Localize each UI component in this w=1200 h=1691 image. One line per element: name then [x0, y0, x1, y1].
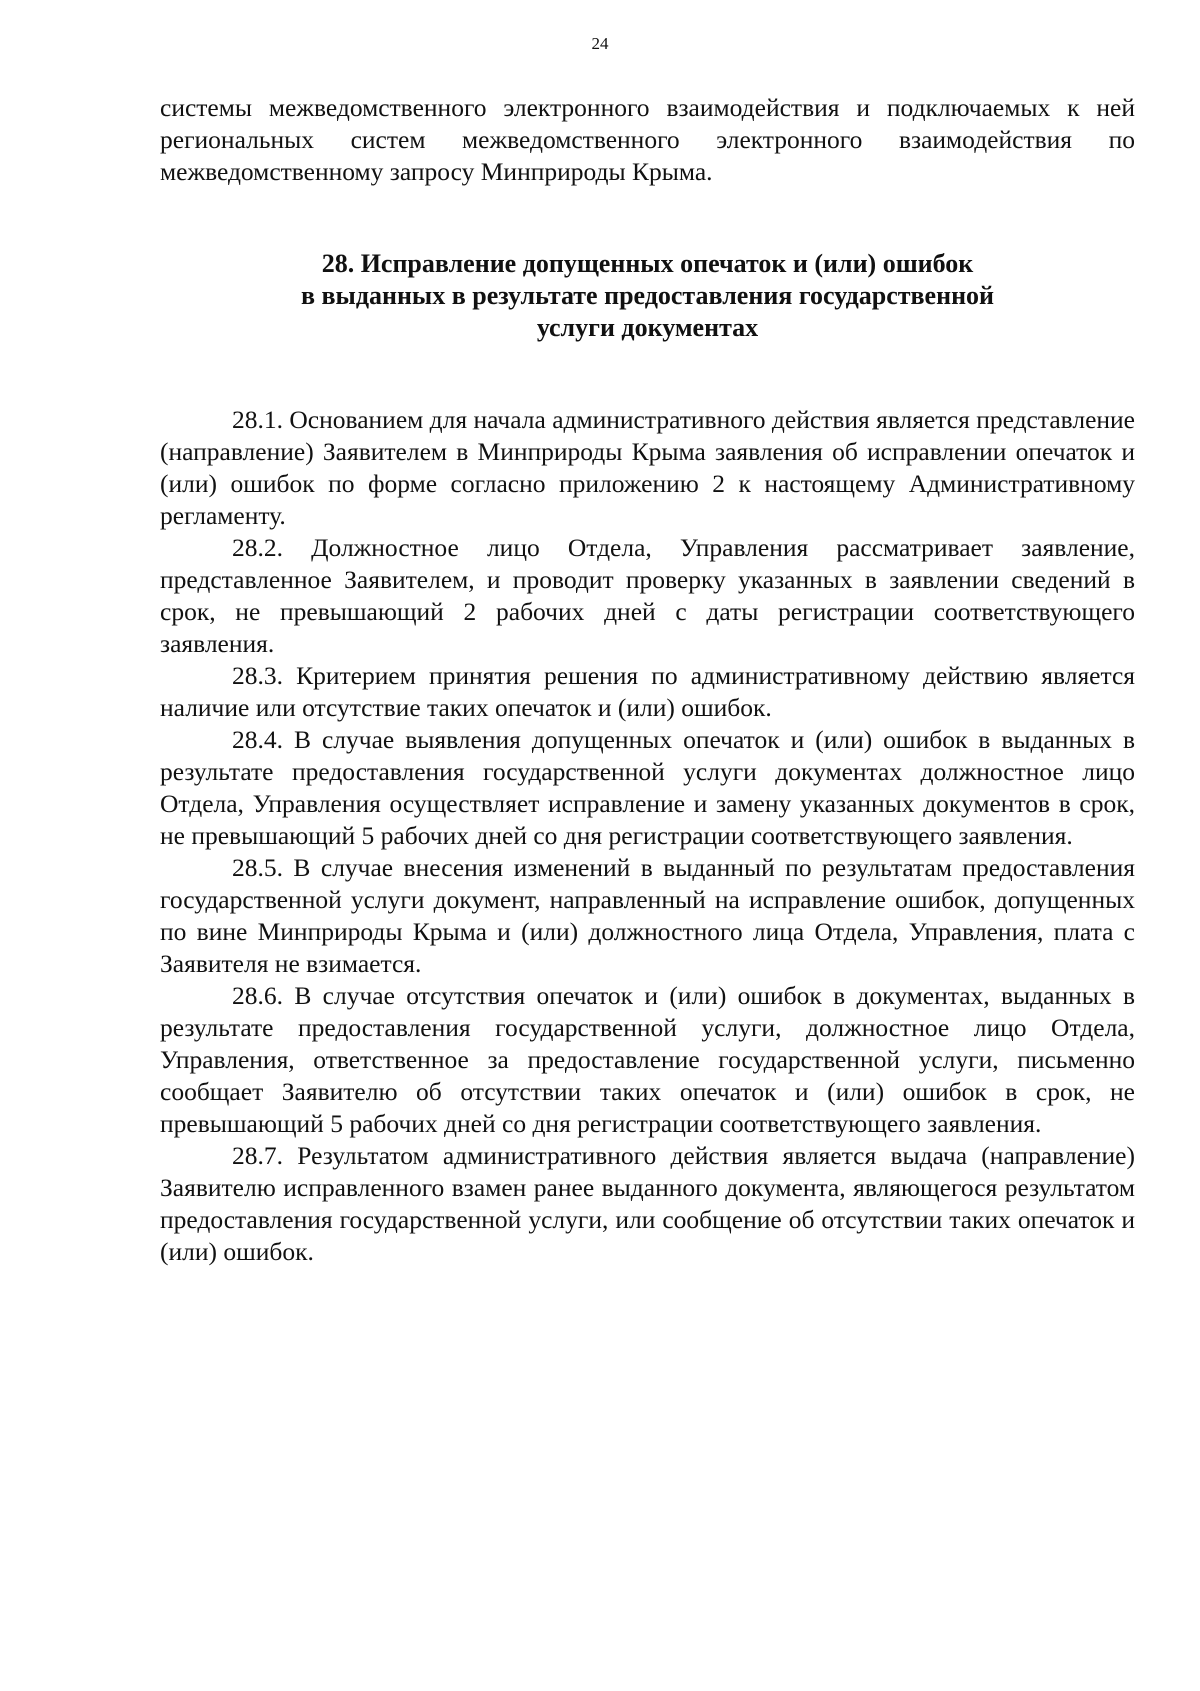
clause-28-2: 28.2. Должностное лицо Отдела, Управления рассматривает заявление, представленное Заявителем, и проводит проверку указанных в заявлении сведений в срок, не превышающий 2 рабочих дней с даты регистрации соответствующего заявления. [160, 533, 1135, 658]
clause-28-5: 28.5. В случае внесения изменений в выданный по результатам предоставления государственной услуги документ, направленный на исправление ошибок, допущенных по вине Минприроды Крыма и (или) должностного лица Отдела, Управления, плата с Заявителя не взимается. [160, 853, 1135, 978]
document-body [160, 92, 1135, 1268]
section-heading-line: услуги документах [536, 313, 759, 342]
clause-28-4: 28.4. В случае выявления допущенных опечаток и (или) ошибок в выданных в результате предоставления государственной услуги документах должностное лицо Отдела, Управления осуществляет исправление и замену указанных документов в срок, не превышающий 5 рабочих дней со дня регистрации соответствующего заявления. [160, 725, 1135, 850]
section-heading-line: 28. Исправление допущенных опечаток и (или) ошибок [321, 249, 974, 278]
section-heading [160, 248, 1135, 344]
section-heading-line: в выданных в результате предоставления государственной [300, 281, 995, 310]
clause-28-3: 28.3. Критерием принятия решения по административному действию является наличие или отсутствие таких опечаток и (или) ошибок. [160, 661, 1135, 722]
clause-28-6: 28.6. В случае отсутствия опечаток и (или) ошибок в документах, выданных в результате предоставления государственной услуги, должностное лицо Отдела, Управления, ответственное за предоставление государственной услуги, письменно сообщает Заявителю об отсутствии таких опечаток и (или) ошибок в срок, не превышающий 5 рабочих дней со дня регистрации соответствующего заявления. [160, 981, 1135, 1138]
page-number: 24 [591, 34, 609, 53]
intro-paragraph: системы межведомственного электронного взаимодействия и подключаемых к ней региональных систем межведомственного электронного взаимодействия по межведомственному запросу Минприроды Крыма. [160, 93, 1135, 186]
clause-28-7: 28.7. Результатом административного действия является выдача (направление) Заявителю исправленного взамен ранее выданного документа, являющегося результатом предоставления государственной услуги, или сообщение об отсутствии таких опечаток и (или) ошибок. [160, 1141, 1135, 1266]
clause-28-1: 28.1. Основанием для начала административного действия является представление (направление) Заявителем в Минприроды Крыма заявления об исправлении опечаток и (или) ошибок по форме согласно приложению 2 к настоящему Административному регламенту. [160, 405, 1135, 530]
